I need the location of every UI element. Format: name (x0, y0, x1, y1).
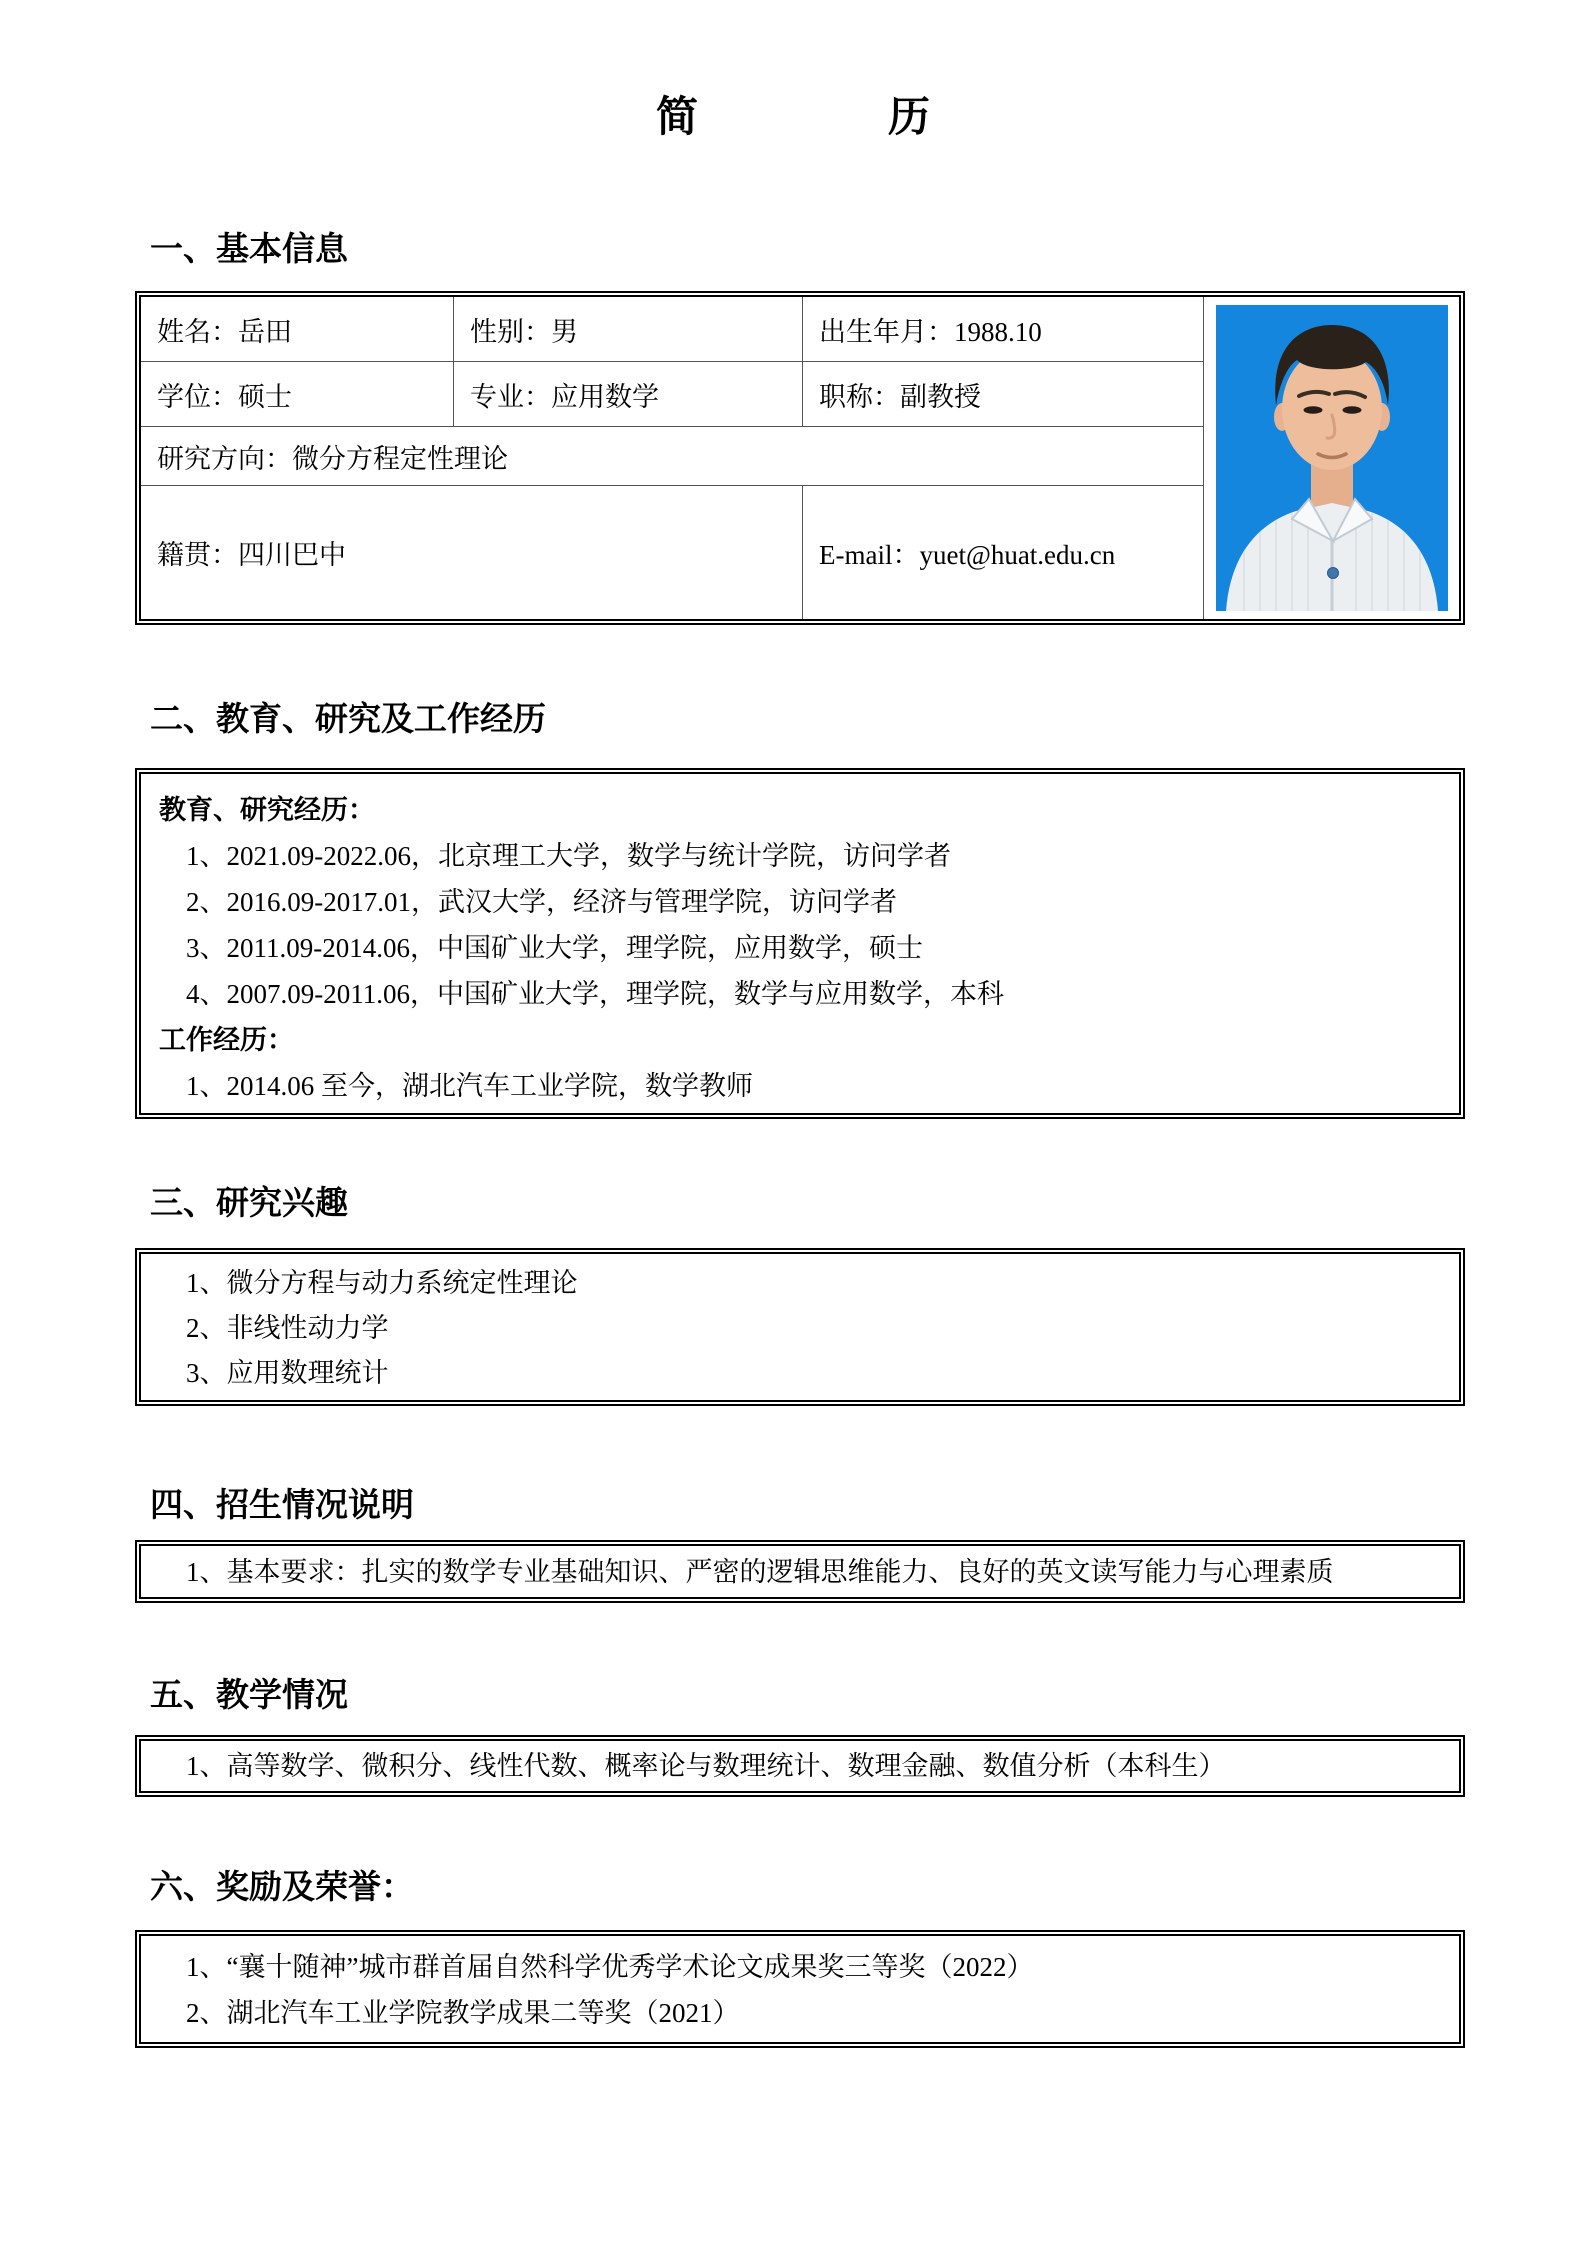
education-item: 4、2007.09-2011.06，中国矿业大学，理学院，数学与应用数学，本科 (186, 979, 1004, 1009)
interest-item: 3、应用数理统计 (186, 1358, 389, 1388)
admissions-box (135, 1540, 1465, 1603)
education-item: 3、2011.09-2014.06，中国矿业大学，理学院，应用数学，硕士 (186, 933, 923, 963)
experience-box (135, 768, 1465, 1119)
work-item: 1、2014.06 至今，湖北汽车工业学院，数学教师 (186, 1071, 753, 1101)
education-item: 1、2021.09-2022.06，北京理工大学，数学与统计学院，访问学者 (186, 841, 951, 871)
section-heading-teaching: 五、教学情况 (150, 1678, 348, 1714)
id-photo (1216, 305, 1448, 611)
section-heading-experience: 二、教育、研究及工作经历 (150, 702, 546, 738)
cell-job-title: 职称：副教授 (803, 362, 1204, 427)
awards-box (135, 1930, 1465, 2048)
teaching-box (135, 1735, 1465, 1797)
admission-item: 1、基本要求：扎实的数学专业基础知识、严密的逻辑思维能力、良好的英文读写能力与心理素质 (186, 1556, 1334, 1587)
photo-cell (1204, 297, 1459, 619)
cell-major: 专业：应用数学 (454, 362, 803, 427)
interest-item: 1、微分方程与动力系统定性理论 (186, 1268, 578, 1298)
education-item: 2、2016.09-2017.01，武汉大学，经济与管理学院，访问学者 (186, 887, 897, 917)
section-heading-basic-info: 一、基本信息 (150, 232, 348, 268)
basic-info-table (135, 291, 1465, 625)
work-label: 工作经历： (159, 1025, 294, 1055)
award-item: 2、湖北汽车工业学院教学成果二等奖（2021） (186, 1998, 740, 2028)
cell-name: 姓名：岳田 (141, 297, 454, 362)
cell-research-direction: 研究方向：微分方程定性理论 (141, 427, 1204, 486)
cell-gender: 性别：男 (454, 297, 803, 362)
interests-box (135, 1248, 1465, 1406)
document-title: 简历 (655, 95, 1120, 141)
cell-birth-date: 出生年月：1988.10 (803, 297, 1204, 362)
interest-item: 2、非线性动力学 (186, 1313, 389, 1343)
cell-degree: 学位：硕士 (141, 362, 454, 427)
award-item: 1、“襄十随神”城市群首届自然科学优秀学术论文成果奖三等奖（2022） (186, 1952, 1034, 1982)
cell-native-place: 籍贯：四川巴中 (141, 486, 803, 619)
education-label: 教育、研究经历： (159, 795, 375, 825)
teaching-item: 1、高等数学、微积分、线性代数、概率论与数理统计、数理金融、数值分析（本科生） (186, 1751, 1226, 1781)
section-heading-interests: 三、研究兴趣 (150, 1186, 348, 1222)
cell-email: E-mail：yuet@huat.edu.cn (803, 486, 1204, 619)
section-heading-admissions: 四、招生情况说明 (150, 1488, 414, 1524)
section-heading-awards: 六、奖励及荣誉： (150, 1870, 414, 1906)
